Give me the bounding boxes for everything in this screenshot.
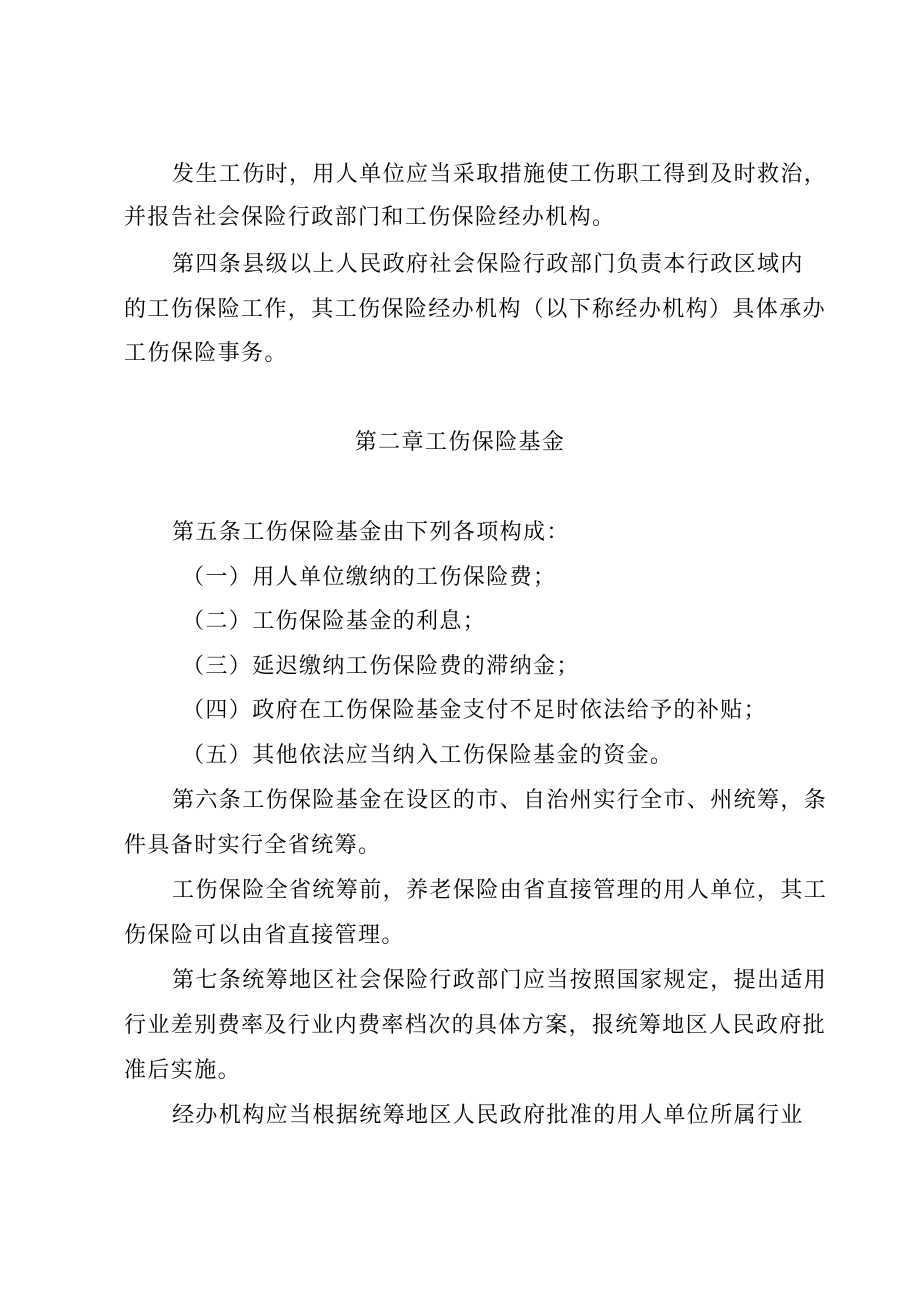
article-5-item-1: （一）用人单位缴纳的工伤保险费； <box>182 565 557 590</box>
article-6-line-1: 第六条工伤保险基金在设区的市、自治州实行全市、州统筹，条 <box>172 788 828 813</box>
article-5-item-3: （三）延迟缴纳工伤保险费的滞纳金； <box>182 654 580 679</box>
agency-paragraph-line-1: 经办机构应当根据统筹地区人民政府批准的用人单位所属行业 <box>172 1103 804 1128</box>
article-4-line-2: 的工伤保险工作，其工伤保险经办机构（以下称经办机构）具体承办 <box>124 297 827 322</box>
paragraph-1-line-1: 发生工伤时，用人单位应当采取措施使工伤职工得到及时救治， <box>172 162 828 187</box>
article-5-item-5: （五）其他依法应当纳入工伤保险基金的资金。 <box>182 743 674 768</box>
article-4-line-1: 第四条县级以上人民政府社会保险行政部门负责本行政区域内 <box>172 252 804 277</box>
article-7-line-1: 第七条统筹地区社会保险行政部门应当按照国家规定，提出适用 <box>172 968 828 993</box>
pooling-paragraph-line-1: 工伤保险全省统筹前，养老保险由省直接管理的用人单位，其工 <box>172 878 828 903</box>
article-4-line-3: 工伤保险事务。 <box>124 341 288 366</box>
pooling-paragraph-line-2: 伤保险可以由省直接管理。 <box>124 923 405 948</box>
article-6-line-2: 件具备时实行全省统筹。 <box>124 833 382 858</box>
article-5-line-1: 第五条工伤保险基金由下列各项构成： <box>172 520 570 545</box>
chapter-heading: 第二章工伤保险基金 <box>354 430 566 455</box>
article-7-line-3: 准后实施。 <box>124 1058 242 1083</box>
paragraph-1-line-2: 并报告社会保险行政部门和工伤保险经办机构。 <box>124 205 616 230</box>
article-7-line-2: 行业差别费率及行业内费率档次的具体方案，报统筹地区人民政府批 <box>124 1013 827 1038</box>
article-5-item-2: （二）工伤保险基金的利息； <box>182 609 487 634</box>
article-5-item-4: （四）政府在工伤保险基金支付不足时依法给予的补贴； <box>182 698 768 723</box>
